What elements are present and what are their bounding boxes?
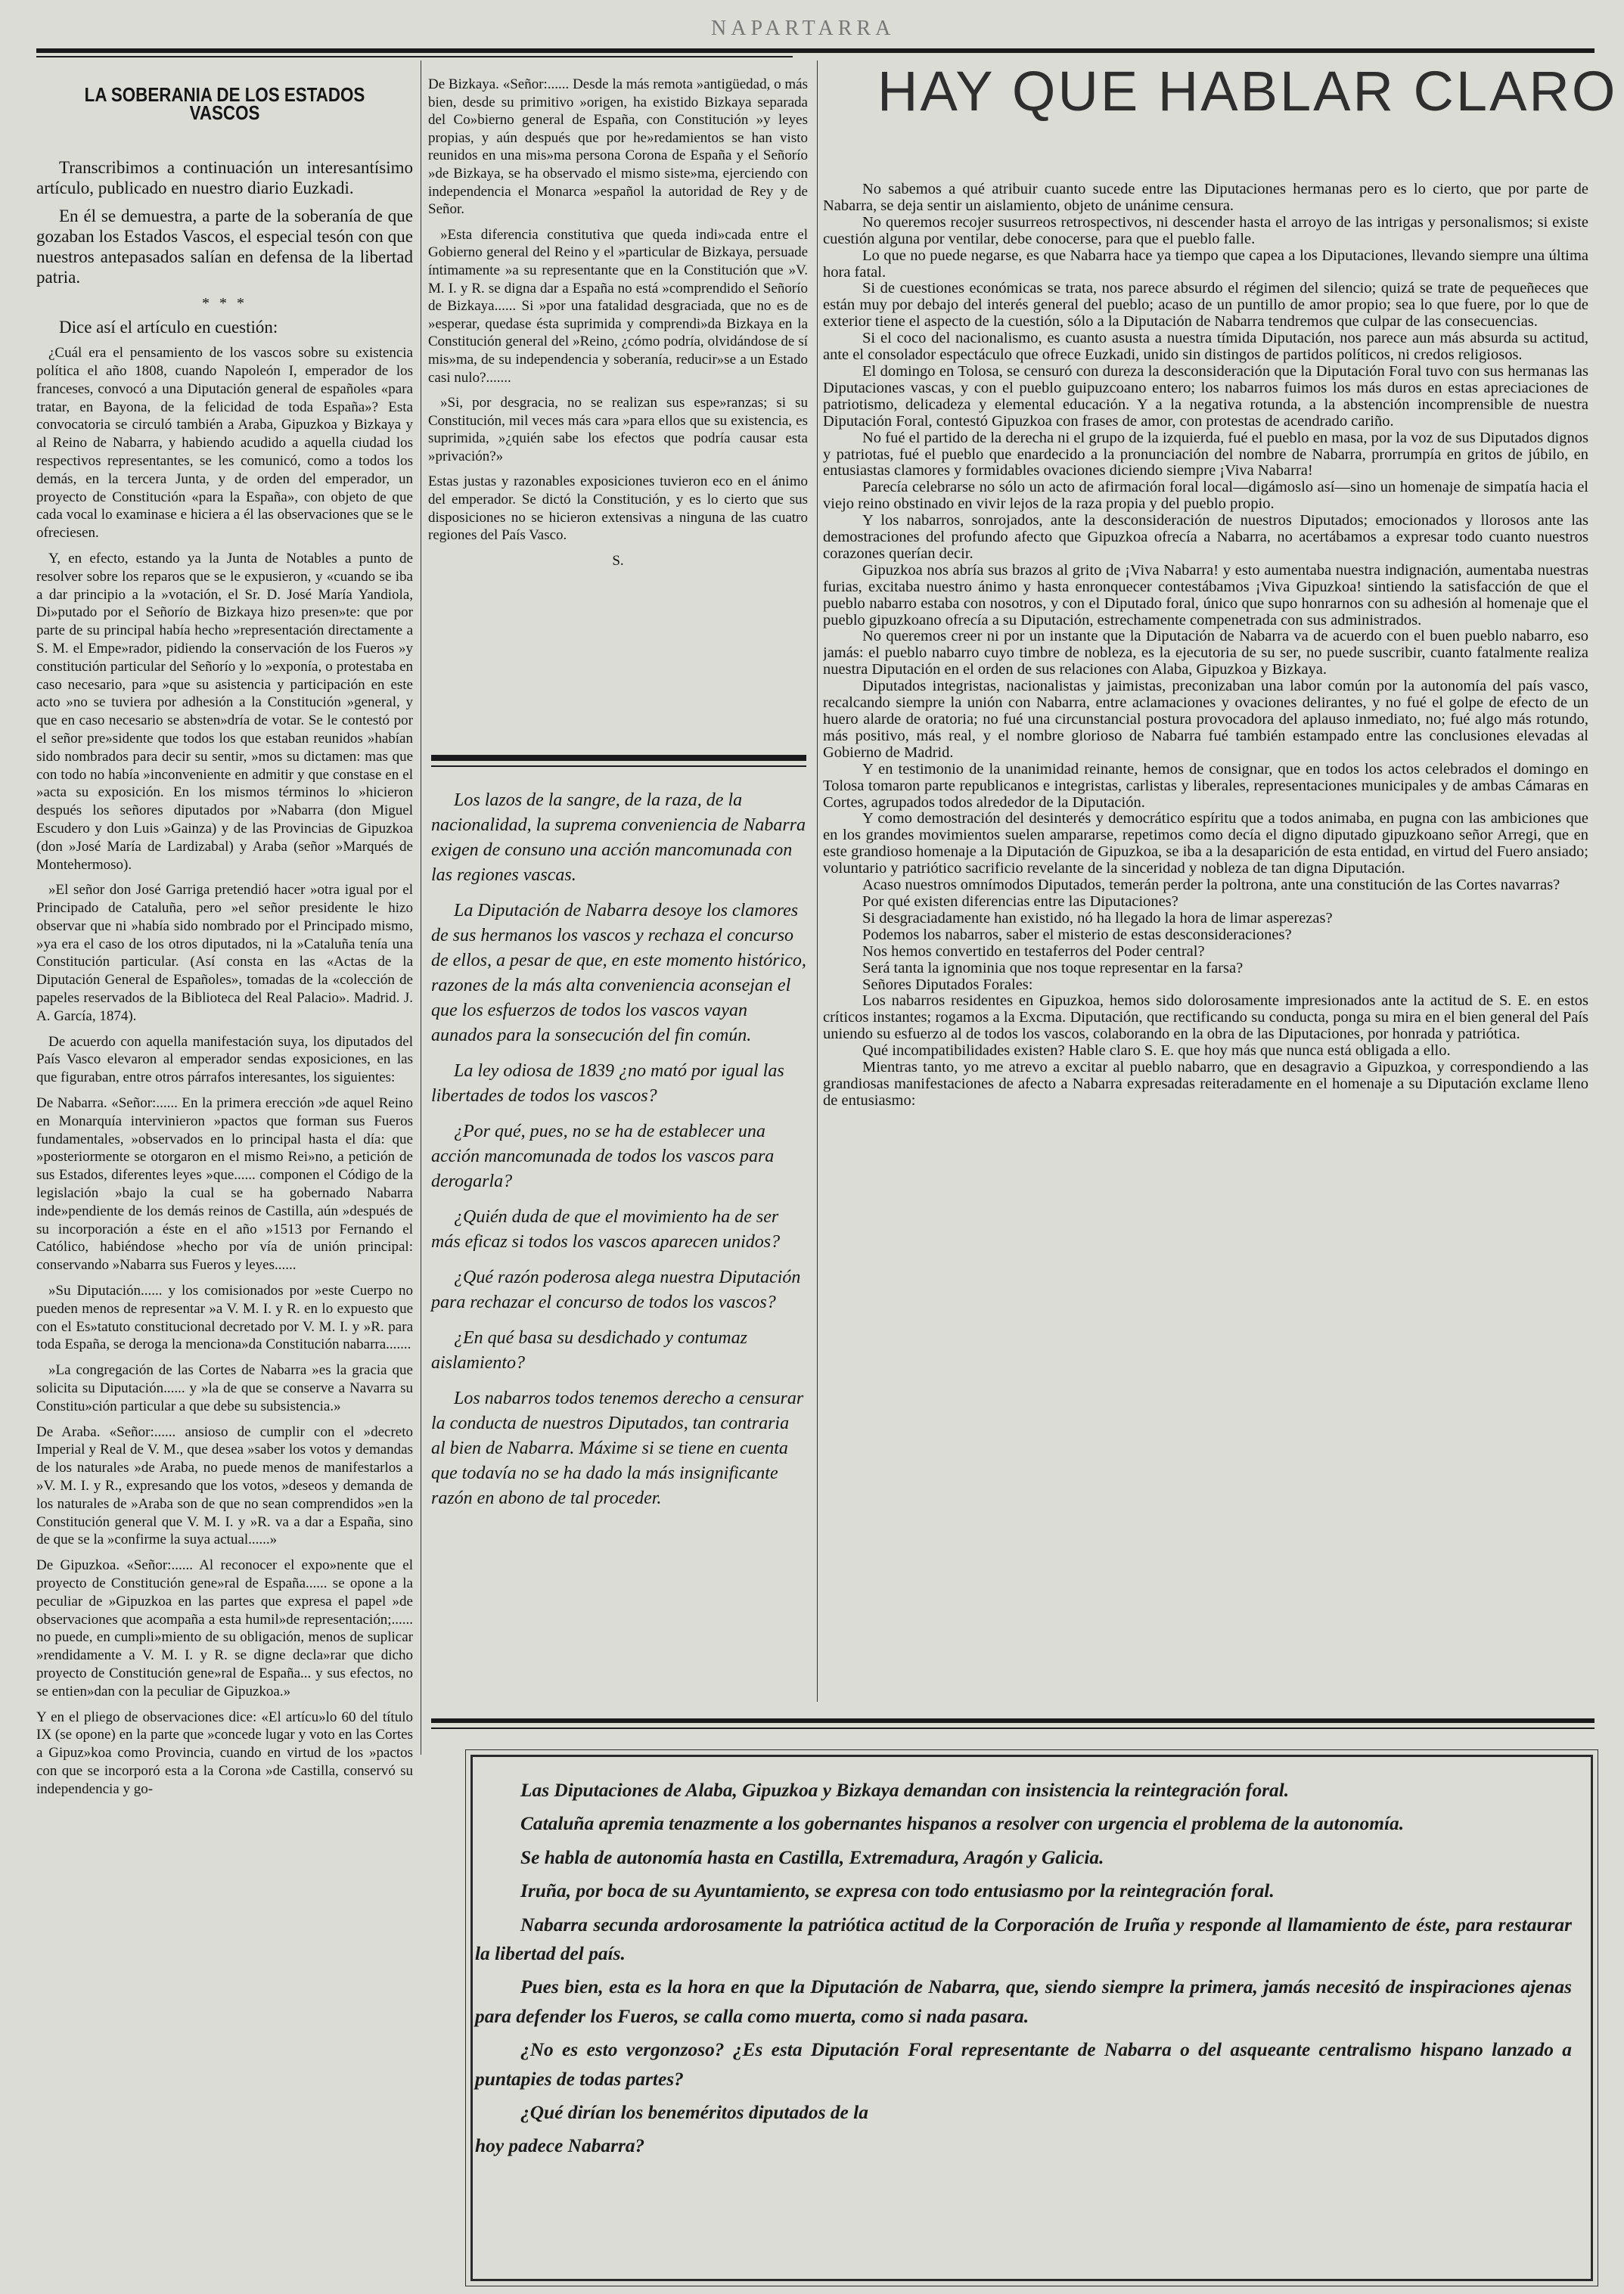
main-question: Si desgraciadamente han existido, nó ha llegado la hora de limar asperezas? [862, 909, 1333, 927]
body-paragraph: Estas justas y razonables exposiciones tuvieron eco en el ánimo del emperador. Se dictó la Constitución, y es lo cierto que sus disposiciones no se hicieron extensivas a ninguna de las cuatro regiones del País Vasco. [428, 473, 808, 544]
editorial-paragraph: La ley odiosa de 1839 ¿no mató por igual las libertades de todos los vascos? [431, 1061, 784, 1106]
main-paragraph: Mientras tanto, yo me atrevo a excitar al pueblo nabarro, que en desagravio a Gipuzkoa, y correspondiendo a las grandiosas manifestaciones de afecto a Nabarra expresadas reiteradamente en el homenaje a su Diputación exclame lleno de entusiasmo: [823, 1059, 1588, 1109]
main-paragraph: No queremos creer ni por un instante que la Diputación de Nabarra va de acuerdo con el buen pueblo nabarro, eso jamás: el pueblo nabarro cuyo timbre de nobleza, es la ejecutoria de su ser, no puede suscribir, cuanto fatalmente realiza nuestra Diputación en el orden de sus relaciones con Alaba, Gipuzkoa y Bizkaya. [823, 628, 1588, 678]
separator-stars: * * * [202, 294, 247, 312]
editorial-paragraph: ¿En qué basa su desdichado y contumaz aislamiento? [431, 1328, 747, 1373]
editorial-paragraph: ¿Qué razón poderosa alega nuestra Diputación para rechazar el concurso de todos los vascos? [431, 1268, 801, 1312]
main-paragraph: Diputados integristas, nacionalistas y jaimistas, preconizaban una labor común por la autonomía del país vasco, recalcando siempre la unión con Nabarra, entre aclamaciones y ovaciones delirantes, y no fué el golpe de efecto de un huero alarde de oratoria; no fué una circunstancial postura provocadora del aplauso inmediato, no; fué algo más rotundo, más positivo, más real, y el nombre glorioso de Nabarra fué también estampado entre las conclusiones elevadas al Gobierno de Madrid. [823, 678, 1588, 761]
main-question: Por qué existen diferencias entre las Diputaciones? [862, 892, 1178, 910]
body-paragraph: »Si, por desgracia, no se realizan sus espe»ranzas; si su Constitución, mil veces más cara »para ellos que su existencia, es suprimida, »¿quién sabe los efectos que podría causar esta »privación?» [428, 395, 808, 464]
body-paragraph: Y en el pliego de observaciones dice: «El artícu»lo 60 del título IX (se opone) en la parte que »concede lugar y voto en las Cortes a Gipuz»koa como Provincia, cuando en virtud de los »pactos con que se incorporó esta a la Corona »de Castilla, conservó su independencia y go- [36, 1709, 413, 1797]
notice-last-line: hoy padece Nabarra? [475, 2135, 645, 2157]
box-top-rule [431, 755, 806, 761]
main-paragraph: Si el coco del nacionalismo, es cuanto asusta a nuestra tímida Diputación, nos parece aun más absurda su actitud, ante el consolador espectáculo que ofrece Euzkadi, unido sin distingos de partidos políticos, ni credos religiosos. [823, 330, 1588, 364]
article-soberania-continued [428, 76, 808, 741]
bottom-notice [475, 1776, 1572, 2165]
bottom-section-rule [431, 1718, 1595, 1723]
editorial-paragraph: ¿Quién duda de que el movimiento ha de ser más eficaz si todos los vascos aparecen unidos? [431, 1207, 781, 1252]
main-paragraph: Y los nabarros, sonrojados, ante la desconsideración de nuestros Diputados; emocionados y llorosos ante las demostraciones del profundo afecto que Gipuzkoa ofrecía a Nabarra, no acertábamos a expresar todo cuanto nuestros corazones querían decir. [823, 512, 1588, 562]
body-paragraph: »El señor don José Garriga pretendió hacer »otra igual por el Principado de Cataluña, pero »el señor presidente le hizo observar que ni »había sido nombrado por el Principado mismo, »ya era el caso de los otros diputados, ni la »Cataluña tenía una Constitución particular. (Así consta en las «Actas de la Diputación General de Españoles», tomadas de la «colección de papeles reservados de la Biblioteca del Real Palacio». Madrid. J. A. García, 1874). [36, 882, 413, 1024]
main-paragraph: No fué el partido de la derecha ni el grupo de la izquierda, fué el pueblo en masa, por la voz de sus Diputados dignos y patriotas, fué el pueblo que enardecido a la pronunciación del nombre de Nabarra, prorrumpía en gritos de júbilo, en entusiastas clamores y formidables ovaciones diciendo siempre ¡Viva Nabarra! [823, 429, 1588, 480]
main-salutation: Señores Diputados Forales: [862, 976, 1033, 993]
main-question: Será tanta la ignominia que nos toque representar en la farsa? [862, 959, 1244, 976]
body-paragraph: De Gipuzkoa. «Señor:...... Al reconocer el expo»nente que el proyecto de Constitución gene»ral de España...... se opone a la peculiar de »Gipuzkoa en las partes que expresa el papel »de observaciones que acompaña a esta humil»de representación;...... no puede, en cumpli»miento de su obligación, menos de suplicar »rendidamente a V. M. I. y R. se digne decla»rar que dicho proyecto de Constitución gene»ral de España... y sus efectos, no se entien»dan con la peculiar de Gipuzkoa.» [36, 1557, 413, 1700]
notice-paragraph: Las Diputaciones de Alaba, Gipuzkoa y Bizkaya demandan con insistencia la reintegración foral. [520, 1780, 1290, 1801]
body-paragraph: De Araba. «Señor:...... ansioso de cumplir con el »decreto Imperial y Real de V. M., que desea »saber los votos y demandas de los naturales »de Araba, no puede menos de manifestarlos a »V. M. I. y R., expresando que los votos, »deseos y demanda de los naturales de »Araba son de que no sean comprendidos »en la Constitución general que V. M. I. y »R. va a dar a España, sino de que se la »confirme la suya actual......» [36, 1423, 413, 1548]
body-paragraph: ¿Cuál era el pensamiento de los vascos sobre su existencia política el año 1808, cuando Napoleón I, emperador de los franceses, convocó a una Diputación general de españoles «para tratar, en Bayona, de la felicidad de toda España»? Esta convocatoria se circuló también a Araba, Gipuzkoa y Bizkaya y al Reino de Nabarra, y habiendo acudido a aquella ciudad los respectivos representantes, se les comunicó, como a todos los demás, en la tercera Junta, y de orden del emperador, un proyecto de Constitución «para la España», con objeto de que cada vocal lo examinase e hiciera a él las observaciones que se le ofreciesen. [36, 345, 413, 542]
body-paragraph: De Nabarra. «Señor:...... En la primera erección »de aquel Reino en Monarquía intervinieron »pactos que forman sus Fueros fundamentales, »observados en lo principal hasta el día: que »posteriormente se otorgaron en el mismo Rei»no, a petición de sus Estados, diferentes leyes »que...... componen el Código de la legislación »bajo la cual se ha gobernado Nabarra inde»pendiente de los demás reinos de Castilla, aún »después de su incorporación a éste en el año »1513 por Fernando el Católico, habiéndose »hecho por vía de unión principal: conservando »Nabarra sus Fueros y leyes...... [36, 1095, 413, 1274]
signature: S. [612, 552, 624, 569]
main-paragraph: Gipuzkoa nos abría sus brazos al grito de ¡Viva Nabarra! y esto aumentaba nuestra indignación, aumentaba nuestras furias, excitaba nuestro ánimo y hasta enronquecer contestábamos ¡Viva Gipuzkoa! sintiendo la satisfacción de que el pueblo nabarro estaba con nosotros, y con el Diputado foral, único que supo honrarnos con su adhesión al homenaje que el pueblo gipuzkoano ofrecía a su Diputación, estrechamente compenetrada con sus administrados. [823, 561, 1588, 629]
notice-paragraph: Nabarra secunda ardorosamente la patriótica actitud de la Corporación de Iruña y responde al llamamiento de éste, para restaurar la libertad del país. [475, 1914, 1572, 1965]
notice-paragraph: ¿Qué dirían los beneméritos diputados de la [520, 2102, 868, 2124]
main-paragraph: No sabemos a qué atribuir cuanto sucede entre las Diputaciones hermanas pero es lo cierto, que por parte de Nabarra, se deja sentir un aislamiento, objeto de unánime censura. [823, 182, 1588, 214]
article-subheading: Dice así el artículo en cuestión: [59, 318, 278, 337]
italic-editorial [431, 788, 806, 1696]
body-paragraph: »Su Diputación...... y los comisionados por »este Cuerpo no pueden menos de representar »a V. M. I. y R. en lo expuesto que con el Es»tatuto constitucional decretado por V. M. I. y »R. para toda España, se deroga la menciona»da Constitución nabarra....... [36, 1283, 413, 1353]
intro-paragraph: En él se demuestra, a parte de la soberanía de que gozaban los Estados Vascos, el especial tesón con que nuestros antepasados salían en defensa de la libertad patria. [36, 206, 413, 287]
main-paragraph: Qué incompatibilidades existen? Hable claro S. E. que hoy más que nunca está obligada a ello. [862, 1042, 1451, 1060]
main-paragraph: Los nabarros residentes en Gipuzkoa, hemos sido dolorosamente impresionados ante la actitud de S. E. en estos críticos instantes; rogamos a la Excma. Diputación, que rectificando su conducta, ponga su mira en el bien general del País uniendo su esfuerzo al de todos los vascos, colaborando en la obra de las Diputaciones, por honrada y patriótica. [823, 992, 1588, 1043]
top-rule [36, 48, 1595, 53]
main-paragraph: Parecía celebrarse no sólo un acto de afirmación foral local—digámoslo así—sino un homenaje de simpatía hacia el viejo reino obstinado en vivir lejos de la raza propia y del pueblo propio. [823, 479, 1588, 513]
body-paragraph: »La congregación de las Cortes de Nabarra »es la gracia que solicita su Diputación...... y »la de que se conserve a Navarra su Constitu»ción particular a que debe su subsistencia.» [36, 1362, 413, 1414]
notice-paragraph: Se habla de autonomía hasta en Castilla, Extremadura, Aragón y Galicia. [520, 1846, 1104, 1868]
editorial-paragraph: La Diputación de Nabarra desoye los clamores de sus hermanos los vascos y rechaza el concurso de ellos, a pesar de que, en este momento histórico, razones de la más alta conveniencia aconsejan el que los esfuerzos de todos los vascos vayan aunados para la sonsecución del fin común. [431, 901, 806, 1045]
body-paragraph: De Bizkaya. «Señor:...... Desde la más remota »antigüedad, o más bien, desde su primitivo »origen, ha existido Bizkaya separada del Co»bierno general de España, con Constitución »y leyes propias, y aún después que por he»redamientos se han visto reunidos en una mis»ma persona Corona de España y el Señorío »de Bizkaya, se ha observado el mismo siste»ma, ejerciendo con independencia el Monarca »español la autoridad de Rey y de Señor. [428, 76, 808, 218]
bottom-section-rule-thin [431, 1727, 1595, 1729]
main-question: Nos hemos convertido en testaferros del Poder central? [862, 942, 1205, 960]
masthead-title: NAPARTARRA [711, 17, 896, 40]
notice-paragraph: Cataluña apremia tenazmente a los gobernantes hispanos a resolver con urgencia el problema de la autonomía. [520, 1813, 1405, 1835]
notice-paragraph: Pues bien, esta es la hora en que la Diputación de Nabarra, que, siendo siempre la primera, jamás necesitó de inspiraciones ajenas para defender los Fueros, se calla como muerta, como si nada pasara. [475, 1976, 1572, 2027]
article-soberania-title: LA SOBERANIA DE LOS ESTADOS VASCOS [84, 83, 365, 124]
article-soberania [36, 76, 413, 2284]
intro-paragraph: Transcribimos a continuación un interesantísimo artículo, publicado en nuestro diario Euzkadi. [36, 157, 413, 197]
main-paragraph: Si de cuestiones económicas se trata, nos parece absurdo el régimen del silencio; quizá se trate de pequeñeces que están muy por debajo del interés general del pueblo; acaso de un puntillo de amor propio; sea lo que fuere, por lo que de exterior tiene el aspecto de la cuestión, sólo a la Diputación de Nabarra tendremos que culpar de las consecuencias. [823, 280, 1588, 331]
notice-paragraph: Iruña, por boca de su Ayuntamiento, se expresa con todo entusiasmo por la reintegración foral. [520, 1880, 1275, 1902]
body-paragraph: De acuerdo con aquella manifestación suya, los diputados del País Vasco elevaron al emperador sendas exposiciones, en las que figuraban, entre otros párrafos interesantes, los siguientes: [36, 1033, 413, 1086]
body-paragraph: »Esta diferencia constitutiva que queda indi»cada entre el Gobierno general del Reino y el »particular de Bizkaya, persuade íntimamente »a su representante que en la Constitución que »V. M. I. y R. se digna dar a España no está »comprendido el Señorío de Bizkaya...... Si »por una fatalidad desgraciada, que no es de »esperar, quedase ésta suprimida y comprendi»da Bizkaya en la Constitución general del »Reino, ¿cómo podría, olvidándose de sí mis»ma, de su independencia y soberanía, reducir»se a un Estado casi nulo?....... [428, 226, 808, 386]
main-paragraph: Y en testimonio de la unanimidad reinante, hemos de consignar, que en todos los actos celebrados el domingo en Tolosa tomaron parte republicanos e integristas, carlistas y liberales, representaciones municipales y de ambas Cámaras en Cortes, agrupados todos alrededor de la Diputación. [823, 760, 1588, 811]
body-paragraph: Y, en efecto, estando ya la Junta de Notables a punto de resolver sobre los reparos que se le expusieron, y «cuando se iba a dar principio a la »votación, el Sr. D. José María Yandiola, Di»putado por el Señorío de Bizkaya hizo presen»te: que por parte de su principal había hecho »representación directamente a S. M. el Empe»rador, pidiendo la conservación de los Fueros »y constitución particular del Señorío y lo »exponía, o protestaba en caso necesario, para »que su asistencia y participación en este acto »no se tuviera por adhesión a la Constitución »general, y que en caso necesario se absten»dría de votar. Se le contestó por el señor pre»sidente que todos los que estaban reunidos »habían sido nombrados para decir su sentir, »mos su dictamen: mas que con todo no había »inconveniente en admitir y que constase en el »acta su exposición. En los mismos términos lo »hicieron después los señores diputados por »Nabarra (don Miguel Escudero y don Luis »Gainza) y de las Provincias de Gipuzkoa (don »José María de Lardizabal) y Araba (señor »Marqués de Montehermoso). [36, 550, 413, 873]
notice-paragraph: ¿No es esto vergonzoso? ¿Es esta Diputación Foral representante de Nabarra o del asqueante centralismo hispano lanzado a puntapies de todas partes? [475, 2039, 1572, 2090]
main-paragraph: Acaso nuestros omnímodos Diputados, temerán perder la poltrona, ante una constitución de las Cortes navarras? [862, 877, 1560, 894]
main-paragraph: Y como demostración del desinterés y democrático espíritu que a todos animaba, en pugna con las ambiciones que en los grandes movimientos suelen ampararse, repetimos como decía el digno diputado gipuzkoano señor Arregi, que en este grandioso homenaje a la Diputación de Gipuzkoa, se iba a la desaparición de esta entidad, en virtud del Fuero ansiado; voluntario y patriótico sacrificio revelante de la sinceridad y nobleza de tan digna Diputación. [823, 810, 1588, 877]
main-article-title: HAY QUE HABLAR CLARO [877, 60, 1618, 123]
column-divider [817, 61, 818, 1702]
editorial-paragraph: ¿Por qué, pues, no se ha de establecer una acción mancomunada de todos los vascos para derogarla? [431, 1122, 775, 1191]
main-article [823, 182, 1588, 1694]
top-rule-thin [36, 56, 793, 57]
main-paragraph: El domingo en Tolosa, se censuró con dureza la desconsideración que la Diputación Foral tuvo con sus hermanas las Diputaciones vascas, y con el pueblo guipuzcoano entero; los nabarros fuimos los más duros en estas apreciaciones de patriotismo, delicadeza y elemental educación. Y a la negativa rotunda, a la abstención incomprensible de nuestra Diputación Foral, contestó Gipuzkoa con frases de amor, con protestas de acendrado cariño. [823, 362, 1588, 430]
box-top-rule-thin [431, 765, 806, 767]
main-paragraph: Lo que no puede negarse, es que Nabarra hace ya tiempo que capea a los Diputaciones, llevando siempre una última hora fatal. [823, 247, 1588, 281]
editorial-paragraph: Los lazos de la sangre, de la raza, de la nacionalidad, la suprema conveniencia de Nabarra exigen de consuno una acción mancomunada con las regiones vascas. [431, 790, 806, 885]
main-paragraph: No queremos recojer susurreos retrospectivos, ni descender hasta el arroyo de las intrigas y personalismos; si existe cuestión alguna por ventilar, debe conocerse, para que el pueblo falle. [823, 213, 1588, 247]
editorial-paragraph: Los nabarros todos tenemos derecho a censurar la conducta de nuestros Diputados, tan contraria al bien de Nabarra. Máxime si se tiene en cuenta que todavía no se ha dado la más insignificante razón en abono de tal proceder. [431, 1389, 804, 1508]
main-question: Podemos los nabarros, saber el misterio de estas desconsideraciones? [862, 926, 1292, 943]
